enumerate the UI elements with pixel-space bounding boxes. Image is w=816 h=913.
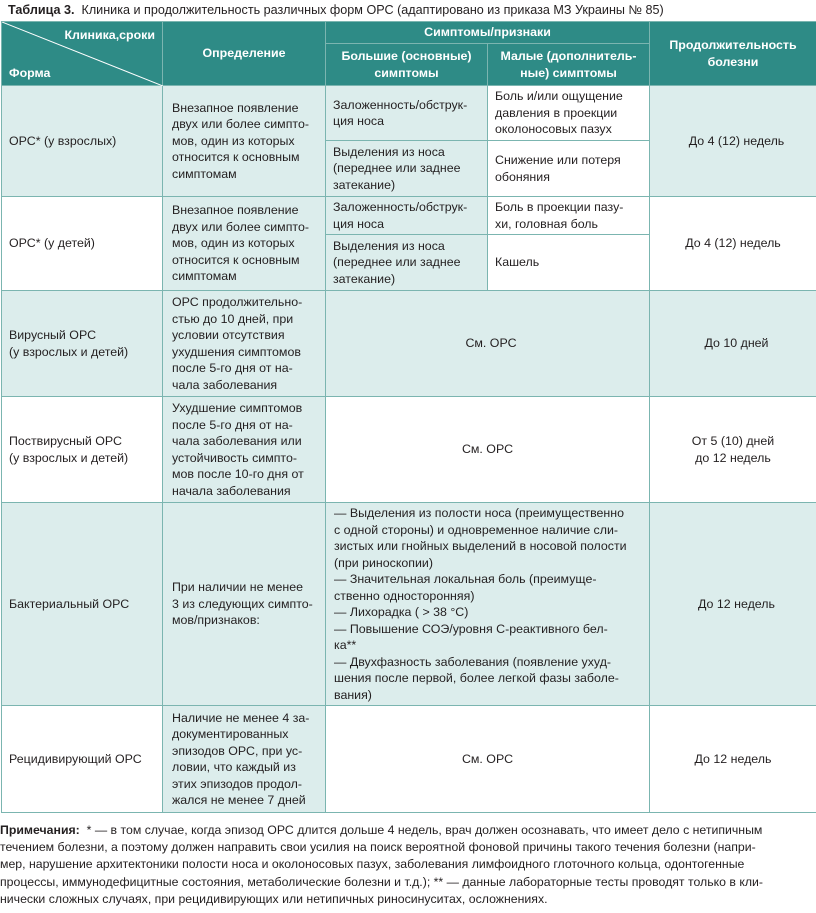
major-symptom-line: Выделения из носа bbox=[333, 144, 445, 159]
minor-symptom-line: околоносовых пазух bbox=[495, 122, 612, 137]
row-definition-line: стью до 10 дней, при bbox=[172, 311, 294, 326]
header-duration-line: Продолжительность bbox=[669, 38, 797, 52]
major-symptom-line: Заложенность/обструк- bbox=[333, 97, 468, 112]
row-definition-line: эпизодов ОРС, при ус- bbox=[172, 743, 303, 758]
header-minor bbox=[488, 44, 650, 86]
minor-symptom-line: Кашель bbox=[495, 255, 540, 270]
symptom-list-line: — Двухфазность заболевания (появление ухуд- bbox=[334, 654, 612, 669]
row-form-text: Бактериальный ОРС bbox=[9, 596, 130, 611]
row-definition-cell bbox=[163, 86, 326, 197]
row-form-line: Вирусный ОРС bbox=[9, 328, 97, 342]
row-duration-text: До 12 недель bbox=[698, 596, 775, 611]
row-duration-text: До 10 дней bbox=[704, 336, 769, 351]
row-definition-cell bbox=[163, 706, 326, 813]
row-definition-line: ухудшения симптомов bbox=[172, 344, 301, 359]
symptom-list-line: — Выделения из полости носа (преимущественно bbox=[334, 506, 624, 520]
minor-symptom-cell bbox=[488, 86, 650, 141]
row-duration-text: До 4 (12) недель bbox=[685, 236, 781, 251]
notes-line: нически сложных случаях, при рецидивирующих или нетипичных риносинуситах, осложнениях. bbox=[0, 891, 548, 906]
row-definition-line: чала заболевания bbox=[172, 377, 278, 392]
symptoms-ref-cell: См. ОРС bbox=[326, 291, 650, 397]
minor-symptom-cell bbox=[488, 141, 650, 197]
notes-line: мер, нарушение архитектоники полости носа и околоносовых пазух, заболевания лимфоидного глоточного кольца, одонтогенные bbox=[0, 857, 745, 872]
major-symptom-cell bbox=[326, 197, 488, 235]
header-corner bbox=[2, 22, 163, 86]
row-definition-line: жался не менее 7 дней bbox=[172, 793, 306, 807]
notes-label: Примечания: bbox=[0, 823, 80, 837]
notes-line: течением болезни, а поэтому должен направить свои усилия на поиск вероятной фоновой причины такого течения болезни (напри- bbox=[0, 840, 756, 855]
row-definition-line: чала заболевания или bbox=[172, 434, 302, 448]
major-symptom-line: Выделения из носа bbox=[333, 238, 445, 253]
symptom-list-line: ка** bbox=[334, 638, 357, 652]
row-duration-cell bbox=[650, 503, 816, 706]
header-minor-line: Малые (дополнитель- bbox=[500, 49, 637, 63]
row-form-line: (у взрослых и детей) bbox=[9, 344, 129, 359]
major-symptom-line: затекание) bbox=[333, 271, 396, 286]
row-form-cell bbox=[2, 397, 163, 503]
row-definition-line: этих эпизодов продол- bbox=[172, 776, 302, 791]
row-definition-line: двух или более симпто- bbox=[172, 117, 309, 132]
minor-symptom-cell bbox=[488, 197, 650, 235]
minor-symptom-cell bbox=[488, 235, 650, 291]
major-symptom-line: (переднее или заднее bbox=[333, 255, 461, 270]
symptom-list-line: — Значительная локальная боль (преимуще- bbox=[334, 572, 597, 586]
header-duration bbox=[650, 22, 816, 86]
row-definition-line: ОРС продолжительно- bbox=[172, 295, 303, 309]
major-symptom-cell bbox=[326, 141, 488, 197]
row-duration-cell bbox=[650, 397, 816, 503]
row-definition-line: устойчивость симпто- bbox=[172, 450, 297, 465]
table-caption bbox=[8, 2, 816, 18]
row-definition-cell bbox=[163, 291, 326, 397]
row-definition-line: При наличии не менее bbox=[172, 580, 303, 595]
minor-symptom-line: давления в проекции bbox=[495, 105, 618, 120]
caption-text: Клиника и продолжительность различных форм ОРС (адаптировано из приказа МЗ Украины № 85) bbox=[81, 3, 664, 17]
symptoms-ref-cell: См. ОРС bbox=[326, 397, 650, 503]
row-definition-line: документированных bbox=[172, 727, 289, 741]
header-major-line: Большие (основные) bbox=[341, 49, 472, 63]
symptom-list-line: с одной стороны) и одновременное наличие сли- bbox=[334, 522, 619, 537]
major-symptom-line: Заложенность/обструк- bbox=[333, 200, 468, 214]
minor-symptom-line: Боль и/или ощущение bbox=[495, 89, 623, 104]
row-definition-line: ловии, что каждый из bbox=[172, 760, 296, 774]
minor-symptom-line: обоняния bbox=[495, 169, 550, 184]
row-form-text: ОРС* (у детей) bbox=[9, 236, 95, 251]
row-definition-line: мов/признаков: bbox=[172, 613, 260, 628]
minor-symptom-line: хи, головная боль bbox=[495, 216, 598, 231]
row-duration-cell bbox=[650, 86, 816, 197]
row-form-line: Поствирусный ОРС bbox=[9, 434, 122, 448]
minor-symptom-line: Боль в проекции пазу- bbox=[495, 200, 624, 214]
row-definition-line: Ухудшение симптомов bbox=[172, 401, 303, 415]
row-form-text: ОРС* (у взрослых) bbox=[9, 133, 117, 148]
row-definition-line: Наличие не менее 4 за- bbox=[172, 710, 310, 725]
row-definition-cell bbox=[163, 503, 326, 706]
row-definition-line: после 5-го дня от на- bbox=[172, 417, 293, 432]
symptom-list-line: — Повышение СОЭ/уровня С-реактивного бел- bbox=[334, 621, 608, 636]
row-definition-line: мов, один из которых bbox=[172, 133, 295, 148]
header-clinic-terms: Клиника,сроки bbox=[64, 28, 155, 42]
row-definition-line: мов, один из которых bbox=[172, 236, 295, 251]
row-definition-line: симптомам bbox=[172, 269, 237, 284]
major-symptom-line: (переднее или заднее bbox=[333, 161, 461, 176]
header-form: Форма bbox=[9, 65, 51, 80]
table-notes bbox=[0, 822, 814, 908]
header-duration-line: болезни bbox=[707, 54, 759, 69]
major-symptom-line: затекание) bbox=[333, 177, 396, 192]
row-definition-cell bbox=[163, 197, 326, 291]
header-major-line: симптомы bbox=[374, 65, 439, 80]
symptom-list-line: — Лихорадка ( > 38 °C) bbox=[334, 605, 469, 619]
row-definition-line: начала заболевания bbox=[172, 483, 291, 498]
row-form-text: Рецидивирующий ОРС bbox=[9, 751, 142, 766]
major-symptom-line: ция носа bbox=[333, 114, 384, 128]
row-duration-text: До 12 недель bbox=[694, 751, 772, 766]
row-duration-cell bbox=[650, 706, 816, 813]
row-definition-line: двух или более симпто- bbox=[172, 219, 309, 234]
row-definition-line: относится к основным bbox=[172, 252, 300, 267]
notes-line: * — в том случае, когда эпизод ОРС длится дольше 4 недель, врач должен осознавать, что имеет дело с нетипичным bbox=[86, 823, 763, 837]
row-definition-line: после 5-го дня от на- bbox=[172, 361, 293, 375]
row-definition-line: относится к основным bbox=[172, 150, 300, 165]
symptom-list-line: ственно односторонняя) bbox=[334, 588, 475, 603]
row-duration-cell bbox=[650, 197, 816, 291]
row-form-cell bbox=[2, 291, 163, 397]
row-definition-line: условии отсутствия bbox=[172, 328, 285, 342]
minor-symptom-line: Снижение или потеря bbox=[495, 153, 621, 167]
row-form-cell bbox=[2, 86, 163, 197]
major-symptom-line: ция носа bbox=[333, 216, 384, 231]
ors-table bbox=[1, 21, 816, 813]
notes-line: процессы, иммунодефицитные состояния, метаболические болезни и т.д.); ** — данные лабораторные тесты проводят только в кли- bbox=[0, 874, 763, 889]
symptom-list-line: (при риноскопии) bbox=[334, 555, 433, 570]
row-duration-text: До 4 (12) недель bbox=[688, 133, 785, 148]
row-definition-cell bbox=[163, 397, 326, 503]
row-duration-cell bbox=[650, 291, 816, 397]
row-form-line: (у взрослых и детей) bbox=[9, 450, 129, 465]
row-definition-line: мов после 10-го дня от bbox=[172, 467, 304, 481]
symptom-list-line: зистых или гнойных выделений в носовой полости bbox=[334, 539, 627, 553]
header-symptoms: Симптомы/признаки bbox=[326, 22, 650, 44]
row-definition-line: Внезапное появление bbox=[172, 203, 299, 218]
row-duration-line: От 5 (10) дней bbox=[691, 434, 775, 448]
major-symptom-cell bbox=[326, 235, 488, 291]
header-major bbox=[326, 44, 488, 86]
symptom-list-cell bbox=[326, 503, 650, 706]
row-form-cell bbox=[2, 197, 163, 291]
header-minor-line: ные) симптомы bbox=[520, 65, 617, 80]
symptom-list-line: вания) bbox=[334, 687, 372, 702]
row-definition-line: 3 из следующих симпто- bbox=[172, 596, 313, 611]
header-definition: Определение bbox=[163, 22, 326, 86]
row-form-cell bbox=[2, 706, 163, 813]
row-definition-line: симптомам bbox=[172, 166, 237, 181]
row-form-cell bbox=[2, 503, 163, 706]
row-definition-line: Внезапное появление bbox=[172, 100, 299, 115]
caption-label: Таблица 3. bbox=[8, 3, 75, 17]
symptom-list-line: шения после первой, более легкой фазы заболе- bbox=[334, 671, 619, 685]
major-symptom-cell bbox=[326, 86, 488, 141]
row-duration-line: до 12 недель bbox=[695, 450, 771, 465]
symptoms-ref-cell: См. ОРС bbox=[326, 706, 650, 813]
